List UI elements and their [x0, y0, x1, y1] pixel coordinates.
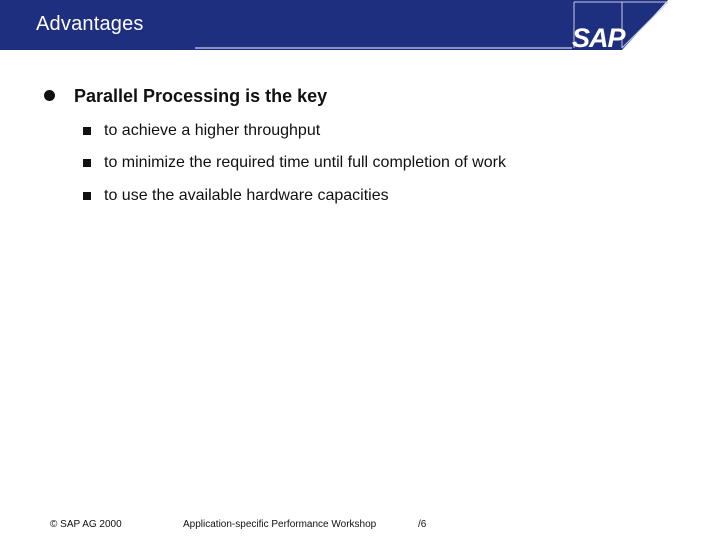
- round-bullet-icon: [44, 90, 55, 101]
- square-bullet-icon: [83, 192, 91, 200]
- header-bar: [0, 0, 720, 53]
- sub-bullet-text: to achieve a higher throughput: [104, 122, 321, 139]
- slide-title: Advantages: [36, 13, 144, 35]
- footer-page-number: /6: [418, 519, 427, 530]
- main-bullet-text: Parallel Processing is the key: [74, 86, 328, 106]
- sap-logo: SAP: [572, 23, 625, 53]
- square-bullet-icon: [83, 159, 91, 167]
- square-bullet-icon: [83, 127, 91, 135]
- sub-bullet-text: to minimize the required time until full completion of work: [104, 154, 506, 171]
- sub-bullet-text: to use the available hardware capacities: [104, 187, 389, 204]
- footer-copyright: © SAP AG 2000: [50, 519, 122, 530]
- footer-course-title: Application-specific Performance Workshop: [183, 519, 377, 530]
